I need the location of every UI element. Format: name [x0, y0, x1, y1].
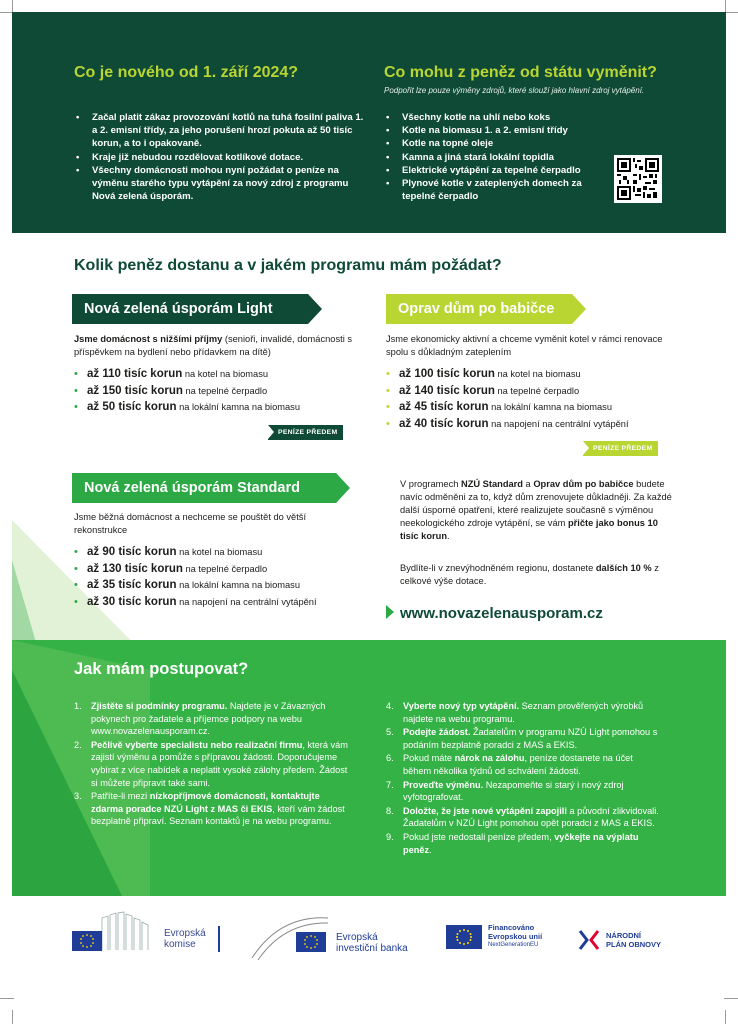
region-paragraph [400, 562, 675, 588]
babicka-amounts [386, 366, 706, 432]
step-number: 1. [74, 701, 82, 711]
news-item: • Začal platit zákaz provozování kotlů na tuhá fosilní paliva 1. a 2. emisní třídy, za jeho porušení hrozí pokuta až 50 tisíc korun, a to i opakovaně. [74, 111, 364, 151]
step-number: 3. [74, 791, 82, 802]
region-bold: dalších 10 % [595, 563, 652, 573]
amount-item [74, 366, 374, 383]
step-number: 6. [386, 753, 394, 764]
amount-text: na tepelné čerpadlo [182, 385, 268, 396]
step-item [74, 739, 349, 789]
step-text: , kteří vám žádost bezplatně připraví. Seznam kontaktů je na webu programu. [91, 803, 345, 827]
step-item [386, 779, 661, 804]
eib-line-2: investiční banka [336, 943, 408, 954]
eu-stars-icon [446, 925, 482, 949]
nextgeneu-logo [446, 923, 556, 959]
step-bold: nízkopříjmové domácnosti, kontaktujte zdarma poradce NZÚ Light z MAS či EKIS [91, 791, 320, 814]
steps-section [12, 640, 726, 896]
replace-item: • Plynové kotle v zateplených domech za tepelné čerpadlo [384, 177, 614, 203]
nextgeneu-line-1: Financováno [488, 923, 535, 932]
amount-value: až 130 tisíc korun [87, 562, 183, 575]
nextgeneu-line-3: NextGenerationEU [488, 942, 539, 948]
nextgeneu-line-2: Evropskou unií [488, 932, 543, 941]
step-number: 5. [386, 727, 394, 738]
step-text: Pokud máte [403, 753, 455, 764]
step-text: Nezapomeňte si starý i nový zdroj vyfotografovat. [403, 779, 624, 803]
npo-text [606, 931, 661, 949]
commission-line-2: komise [164, 939, 196, 950]
step-text: a původní zlikvidovali. Žadatelům v NZÚ Light pomohou opět poradci z MAS a EKIS. [403, 805, 659, 829]
amount-item [74, 577, 374, 594]
amount-value: až 140 tisíc korun [399, 384, 495, 397]
step-bold: Podejte žádost. [403, 727, 471, 738]
amount-text: na napojení na centrální vytápění [488, 418, 629, 429]
commission-building-icon [72, 910, 162, 965]
step-item [386, 831, 661, 856]
amount-text: na tepelné čerpadlo [494, 385, 580, 396]
tag-notch-icon [268, 425, 274, 439]
news-section [12, 12, 726, 233]
european-commission-logo [72, 910, 222, 965]
website-link-label: www.novazelenausporam.cz [400, 605, 603, 622]
step-bold: Pečlivě vyberte specialistu nebo realizační firmu [91, 739, 303, 750]
bonus-bold: NZÚ Standard [460, 479, 523, 489]
light-banner [72, 294, 308, 324]
step-bold: nárok na zálohu [454, 753, 525, 764]
divider [218, 926, 220, 952]
main-title: Kolik peněz dostanu a v jakém programu mám požádat? [74, 257, 502, 274]
arrow-icon [336, 473, 350, 503]
light-intro-rest: (senioři, invalidé, domácnosti s příspěvkem na bydlení nebo přídavkem na dítě) [74, 334, 352, 357]
amount-item [386, 416, 706, 433]
step-text: , která vám zajistí výměnu a pomůže s přípravou žádosti. Doporučujeme vybírat z více nabídek a neplatit vysoké zálohy předem. Žádost si můžete připravit také sami. [91, 739, 348, 788]
qr-code-icon [617, 158, 659, 200]
bonus-text: V programech [400, 479, 461, 489]
amount-item [74, 383, 374, 400]
bonus-text: a [522, 479, 534, 489]
amount-value: až 150 tisíc korun [87, 384, 183, 397]
replace-item: • Kamna a jiná stará lokální topidla [384, 151, 614, 164]
npo-logo [578, 927, 678, 957]
amount-value: až 35 tisíc korun [87, 579, 177, 591]
replace-list [384, 111, 614, 203]
light-prepay-tag [268, 425, 343, 440]
crop-mark [724, 12, 738, 13]
bonus-text: . [447, 531, 450, 541]
news-item: • Všechny domácnosti mohou nyní požádat o peníze na výměnu starého typu vytápění za nový zdroj z programu Nová zelená úsporám. [74, 164, 364, 204]
region-text: z celkové výše dotace. [400, 563, 659, 586]
steps-list-left [74, 700, 349, 829]
amount-item [74, 399, 374, 416]
babicka-intro: Jsme ekonomicky aktivní a chceme vyměnit kotel v rámci renovace spolu s důkladným zateplením [386, 334, 663, 357]
npo-cross-icon [578, 929, 600, 951]
replace-subtitle: Podpořit lze pouze výměny zdrojů, které slouží jako hlavní zdroj vytápění. [384, 86, 645, 95]
amount-value: až 30 tisíc korun [87, 595, 177, 608]
standard-amounts [74, 544, 374, 610]
npo-line-2: PLÁN OBNOVY [606, 940, 662, 949]
step-bold: Doložte, že jste nové vytápění zapojili [403, 805, 567, 816]
steps-list-right [386, 700, 661, 857]
nextgeneu-text [488, 923, 542, 950]
eib-text [336, 932, 408, 954]
babicka-prepay-tag [583, 441, 658, 456]
replace-item: • Kotle na topné oleje [384, 137, 614, 150]
npo-line-1: NÁRODNÍ [606, 931, 641, 940]
step-bold: Zjistěte si podmínky programu. [91, 701, 228, 711]
step-text: Žadatelům v programu NZÚ Light pomohou s podáním bezplatně poradci z MAS a EKIS. [403, 727, 658, 750]
step-text: Najdete je v Závazných pokynech pro žadatele a příjemce podpory na webu www.novazelenausporam.cz. [91, 701, 326, 737]
amount-item [74, 561, 374, 578]
amount-item [74, 544, 374, 561]
step-item [74, 700, 349, 738]
babicka-banner-label: Oprav dům po babičce [398, 301, 555, 317]
crop-mark [0, 998, 14, 999]
amount-text: na kotel na biomasu [494, 369, 581, 379]
standard-intro: Jsme běžná domácnost a nechceme se pouštět do větší rekonstrukce [74, 512, 307, 535]
amount-text: na kotel na biomasu [176, 547, 263, 557]
step-bold: vyčkejte na výplatu peněz [403, 831, 639, 855]
commission-text [164, 928, 206, 950]
partner-logos [0, 905, 738, 975]
standard-banner [72, 473, 336, 503]
step-text: Patříte-li mezi [91, 791, 150, 802]
news-list [74, 111, 364, 203]
step-item [74, 790, 349, 828]
amount-item [386, 366, 706, 383]
bonus-text: budete navíc odměněni za to, když dům zrenovujete důkladněji. Za každé další úsporné opatření, které realizujete současně s výměnou neekologického zdroje vytápění, se vám [400, 479, 672, 528]
step-item [386, 700, 661, 725]
crop-mark [12, 1010, 13, 1024]
website-link[interactable] [386, 605, 603, 622]
eu-flag-icon [446, 925, 482, 949]
babicka-prepay-label: PENÍZE PŘEDEM [593, 445, 653, 452]
bonus-paragraph [400, 478, 675, 543]
replace-item: • Elektrické vytápění za tepelné čerpadlo [384, 164, 614, 177]
crop-mark [724, 998, 738, 999]
step-number: 8. [386, 805, 394, 816]
eib-arc-icon [250, 910, 330, 965]
step-number: 4. [386, 701, 394, 711]
amount-value: až 50 tisíc korun [87, 401, 177, 413]
step-item [386, 752, 661, 777]
babicka-banner [386, 294, 572, 324]
amount-text: na napojení na centrální vytápění [176, 596, 317, 607]
amount-value: až 110 tisíc korun [87, 368, 183, 380]
amount-value: až 90 tisíc korun [87, 546, 177, 558]
standard-banner-label: Nová zelená úsporám Standard [84, 480, 300, 496]
bonus-bold: přičte jako bonus 10 tisíc korun [400, 518, 658, 541]
amount-text: na tepelné čerpadlo [182, 563, 268, 574]
step-item [386, 726, 661, 751]
qr-code[interactable] [614, 155, 662, 203]
step-number: 2. [74, 739, 82, 750]
news-item: • Kraje již nebudou rozdělovat kotlíkové dotace. [74, 151, 364, 164]
bonus-bold: Oprav dům po babičce [533, 479, 634, 489]
eib-logo [250, 910, 420, 965]
light-banner-label: Nová zelená úsporám Light [84, 301, 273, 317]
light-prepay-label: PENÍZE PŘEDEM [278, 429, 338, 436]
light-intro-bold: Jsme domácnost s nižšími příjmy [74, 334, 223, 344]
commission-line-1: Evropská [164, 928, 206, 939]
step-number: 9. [386, 831, 394, 842]
step-number: 7. [386, 779, 394, 790]
light-intro [74, 333, 364, 359]
step-text: Seznam prověřených výrobků najdete na webu programu. [403, 701, 644, 724]
amount-text: na lokální kamna na biomasu [488, 402, 612, 412]
amount-value: až 45 tisíc korun [399, 401, 489, 413]
light-amounts [74, 366, 374, 416]
step-item [386, 805, 661, 830]
region-text: Bydlíte-li v znevýhodněném regionu, dostanete [400, 563, 596, 573]
replace-title: Co mohu z peněz od státu vyměnit? [384, 64, 657, 81]
tag-notch-icon [583, 441, 589, 455]
arrow-icon [308, 294, 322, 324]
steps-title: Jak mám postupovat? [74, 660, 249, 678]
news-title: Co je nového od 1. září 2024? [74, 64, 299, 81]
replace-item: • Všechny kotle na uhlí nebo koks [384, 111, 614, 124]
amount-item [74, 594, 374, 611]
step-text: , peníze dostanete na účet během několika týdnů od schválení žádosti. [403, 753, 633, 776]
eib-line-1: Evropská [336, 932, 378, 943]
arrow-icon [572, 294, 586, 324]
step-text: Pokud jste nedostali peníze předem, [403, 831, 555, 842]
step-bold: Proveďte výměnu. [403, 779, 484, 790]
play-arrow-icon [386, 605, 394, 619]
amount-item [386, 383, 706, 400]
amount-value: až 100 tisíc korun [399, 368, 495, 380]
step-bold: Vyberte nový typ vytápění. [403, 701, 520, 711]
amount-text: na kotel na biomasu [182, 369, 269, 379]
amount-text: na lokální kamna na biomasu [176, 402, 300, 412]
crop-mark [725, 1010, 726, 1024]
replace-item: • Kotle na biomasu 1. a 2. emisní třídy [384, 124, 614, 137]
step-text: . [429, 844, 432, 855]
amount-text: na lokální kamna na biomasu [176, 580, 300, 590]
amount-value: až 40 tisíc korun [399, 417, 489, 430]
amount-item [386, 399, 706, 416]
